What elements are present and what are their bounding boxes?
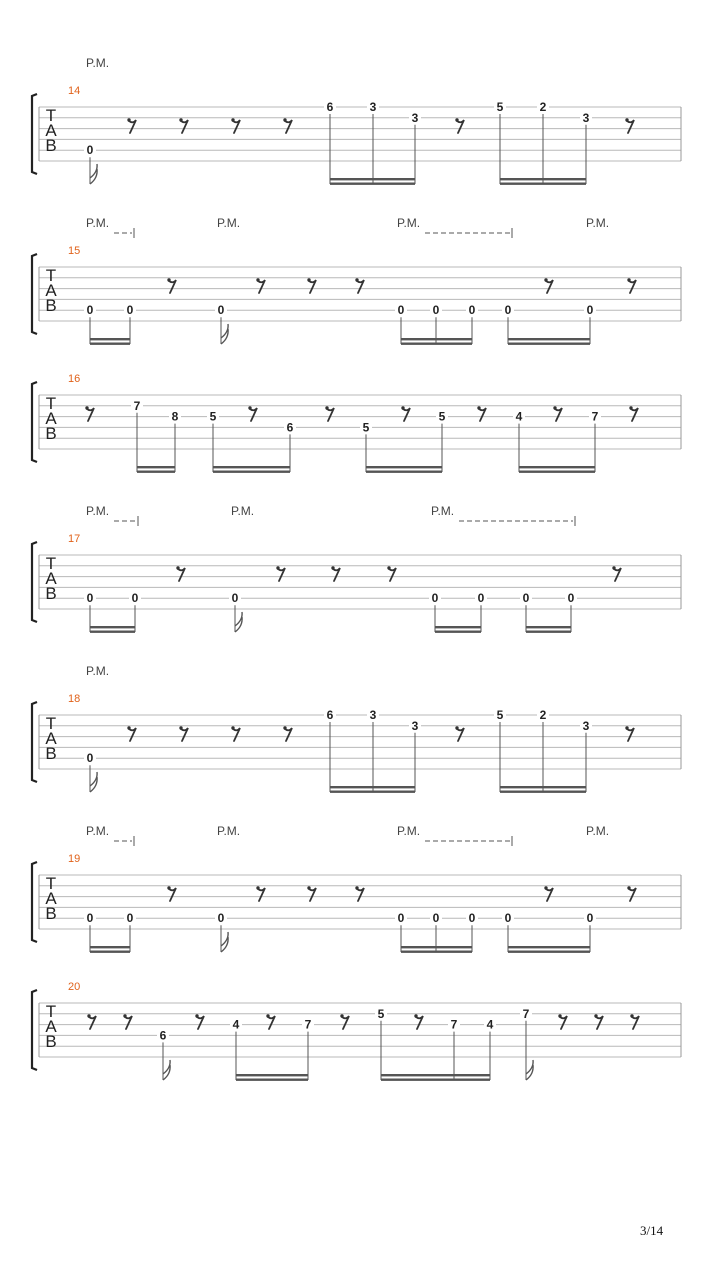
note-beam	[508, 946, 590, 948]
note-beam	[435, 631, 481, 633]
fret-number: 3	[411, 718, 419, 733]
fret-number: 5	[438, 409, 446, 424]
note-beam	[90, 631, 135, 633]
rest-dot	[594, 1014, 597, 1017]
tab-system	[32, 216, 681, 345]
rest-dot	[477, 406, 480, 409]
rest-dot	[355, 886, 358, 889]
rest-dot	[87, 1014, 90, 1017]
note-beam	[90, 951, 130, 953]
rest-glyph	[285, 120, 292, 133]
note-beam	[137, 466, 175, 468]
palm-mute-label: P.M.	[86, 664, 110, 678]
fret-number: 0	[231, 591, 239, 606]
tab-clef-letter: T	[45, 394, 57, 413]
tab-system	[32, 504, 681, 633]
rest-dot	[544, 886, 547, 889]
rest-glyph	[258, 280, 265, 293]
tab-system	[32, 664, 681, 793]
note-beam	[401, 343, 472, 345]
palm-mute-label: P.M.	[86, 216, 110, 230]
fret-number: 7	[522, 1006, 530, 1021]
rest-dot	[558, 1014, 561, 1017]
rest-glyph	[309, 888, 316, 901]
rest-dot	[627, 886, 630, 889]
palm-mute-label: P.M.	[586, 824, 610, 838]
tab-clef-letter: A	[45, 889, 57, 908]
tab-clef-letter: B	[45, 904, 57, 923]
palm-mute-label: P.M.	[217, 216, 241, 230]
rest-glyph	[629, 280, 636, 293]
rest-glyph	[233, 728, 240, 741]
rest-dot	[629, 406, 632, 409]
rest-dot	[630, 1014, 633, 1017]
fret-number: 5	[496, 708, 504, 722]
tab-clef-letter: A	[45, 121, 57, 140]
note-beam	[90, 338, 130, 340]
fret-number: 5	[377, 1006, 385, 1021]
rest-dot	[544, 278, 547, 281]
rest-glyph	[555, 408, 562, 421]
fret-number: 0	[131, 591, 139, 606]
rest-dot	[283, 118, 286, 121]
rest-glyph	[178, 568, 185, 581]
tab-clef-letter: T	[45, 714, 57, 733]
fret-number: 7	[133, 398, 141, 413]
rest-dot	[553, 406, 556, 409]
system-bracket	[32, 254, 37, 334]
rest-dot	[256, 278, 259, 281]
rest-dot	[627, 278, 630, 281]
tab-clef-letter: B	[45, 744, 57, 763]
rest-glyph	[560, 1016, 567, 1029]
rest-glyph	[342, 1016, 349, 1029]
fret-number: 0	[432, 303, 440, 318]
fret-number: 4	[232, 1017, 240, 1032]
note-beam	[381, 1074, 490, 1076]
tab-system	[32, 56, 681, 185]
rest-dot	[625, 118, 628, 121]
rest-glyph	[627, 120, 634, 133]
fret-number: 0	[217, 303, 225, 318]
system-bracket	[32, 542, 37, 622]
fret-number: 2	[539, 100, 547, 114]
rest-dot	[127, 726, 130, 729]
rest-glyph	[278, 568, 285, 581]
note-beam	[330, 183, 415, 185]
rest-glyph	[631, 408, 638, 421]
note-beam	[519, 471, 595, 473]
palm-mute-label: P.M.	[397, 216, 421, 230]
note-beam	[137, 471, 175, 473]
fret-number: 0	[432, 911, 440, 926]
fret-number: 0	[86, 143, 94, 158]
note-beam	[213, 466, 290, 468]
rest-glyph	[309, 280, 316, 293]
tab-system	[32, 824, 681, 953]
rest-glyph	[546, 888, 553, 901]
rest-dot	[625, 726, 628, 729]
fret-number: 7	[304, 1017, 312, 1032]
fret-number: 5	[496, 100, 504, 114]
note-beam	[330, 791, 415, 793]
rest-dot	[231, 726, 234, 729]
fret-number: 0	[468, 911, 476, 926]
rest-dot	[401, 406, 404, 409]
tab-system	[32, 373, 681, 473]
note-beam	[330, 178, 415, 180]
note-beam	[90, 626, 135, 628]
fret-number: 0	[522, 591, 530, 606]
rest-dot	[179, 118, 182, 121]
note-beam	[330, 786, 415, 788]
note-beam	[236, 1079, 308, 1081]
rest-glyph	[457, 120, 464, 133]
rest-glyph	[389, 568, 396, 581]
rest-dot	[167, 278, 170, 281]
rest-glyph	[327, 408, 334, 421]
rest-glyph	[169, 280, 176, 293]
tab-clef-letter: B	[45, 424, 57, 443]
fret-number: 6	[159, 1028, 167, 1043]
tab-clef-letter: A	[45, 281, 57, 300]
rest-dot	[414, 1014, 417, 1017]
rest-dot	[176, 566, 179, 569]
rest-glyph	[197, 1016, 204, 1029]
rest-glyph	[87, 408, 94, 421]
rest-dot	[283, 726, 286, 729]
note-beam	[508, 951, 590, 953]
note-beam	[401, 951, 472, 953]
note-beam	[90, 343, 130, 345]
rest-glyph	[129, 120, 136, 133]
fret-number: 6	[326, 100, 334, 114]
note-beam	[90, 946, 130, 948]
rest-dot	[387, 566, 390, 569]
measure-number: 17	[68, 533, 81, 545]
rest-dot	[123, 1014, 126, 1017]
note-beam	[381, 1079, 490, 1081]
tab-clef-letter: B	[45, 296, 57, 315]
fret-number: 0	[504, 303, 512, 318]
rest-glyph	[596, 1016, 603, 1029]
rest-dot	[612, 566, 615, 569]
fret-number: 4	[515, 409, 523, 424]
note-beam	[519, 466, 595, 468]
palm-mute-label: P.M.	[586, 216, 610, 230]
fret-number: 0	[586, 303, 594, 318]
fret-number: 0	[468, 303, 476, 318]
fret-number: 5	[362, 420, 370, 435]
palm-mute-label: P.M.	[231, 504, 255, 518]
rest-glyph	[632, 1016, 639, 1029]
palm-mute-label: P.M.	[86, 56, 110, 70]
palm-mute-label: P.M.	[217, 824, 241, 838]
fret-number: 6	[326, 708, 334, 722]
palm-mute-label: P.M.	[431, 504, 455, 518]
tab-clef-letter: B	[45, 1032, 57, 1051]
tab-clef-letter: A	[45, 729, 57, 748]
rest-glyph	[233, 120, 240, 133]
note-beam	[508, 338, 590, 340]
system-bracket	[32, 94, 37, 174]
note-beam	[500, 178, 586, 180]
rest-dot	[266, 1014, 269, 1017]
rest-glyph	[357, 280, 364, 293]
rest-dot	[355, 278, 358, 281]
tab-clef-letter: T	[45, 874, 57, 893]
rest-glyph	[629, 888, 636, 901]
system-bracket	[32, 382, 37, 462]
fret-number: 3	[411, 110, 419, 125]
measure-number: 19	[68, 853, 81, 865]
rest-glyph	[403, 408, 410, 421]
rest-glyph	[546, 280, 553, 293]
rest-dot	[179, 726, 182, 729]
tab-clef-letter: B	[45, 584, 57, 603]
fret-number: 6	[286, 420, 294, 435]
fret-number: 0	[567, 591, 575, 606]
tab-clef-letter: A	[45, 569, 57, 588]
page-number: 3/14	[640, 1223, 664, 1238]
fret-number: 0	[86, 751, 94, 766]
rest-glyph	[89, 1016, 96, 1029]
note-beam	[366, 471, 442, 473]
rest-glyph	[614, 568, 621, 581]
measure-number: 18	[68, 693, 81, 705]
note-beam	[213, 471, 290, 473]
fret-number: 4	[486, 1017, 494, 1032]
rest-dot	[340, 1014, 343, 1017]
tab-clef-letter: A	[45, 409, 57, 428]
fret-number: 2	[539, 708, 547, 722]
measure-number: 15	[68, 245, 81, 257]
fret-number: 7	[450, 1017, 458, 1032]
tab-system	[32, 981, 681, 1081]
fret-number: 0	[86, 911, 94, 926]
system-bracket	[32, 862, 37, 942]
fret-number: 0	[586, 911, 594, 926]
fret-number: 0	[504, 911, 512, 926]
note-beam	[500, 791, 586, 793]
fret-number: 0	[397, 303, 405, 318]
fret-number: 8	[171, 409, 179, 424]
tab-clef-letter: B	[45, 136, 57, 155]
palm-mute-label: P.M.	[86, 824, 110, 838]
rest-dot	[85, 406, 88, 409]
rest-dot	[276, 566, 279, 569]
fret-number: 0	[217, 911, 225, 926]
palm-mute-label: P.M.	[86, 504, 110, 518]
fret-number: 3	[369, 708, 377, 722]
rest-glyph	[169, 888, 176, 901]
note-beam	[526, 631, 571, 633]
rest-dot	[331, 566, 334, 569]
note-beam	[401, 338, 472, 340]
fret-number: 0	[126, 911, 134, 926]
fret-number: 0	[397, 911, 405, 926]
fret-number: 0	[86, 591, 94, 606]
palm-mute-label: P.M.	[397, 824, 421, 838]
note-beam	[508, 343, 590, 345]
rest-glyph	[333, 568, 340, 581]
fret-number: 7	[591, 409, 599, 424]
rest-glyph	[357, 888, 364, 901]
rest-glyph	[250, 408, 257, 421]
measure-number: 16	[68, 373, 81, 385]
note-beam	[401, 946, 472, 948]
fret-number: 5	[209, 409, 217, 424]
rest-dot	[325, 406, 328, 409]
rest-dot	[256, 886, 259, 889]
rest-glyph	[479, 408, 486, 421]
fret-number: 0	[477, 591, 485, 606]
rest-glyph	[125, 1016, 132, 1029]
note-beam	[366, 466, 442, 468]
rest-dot	[167, 886, 170, 889]
rest-dot	[231, 118, 234, 121]
fret-number: 0	[126, 303, 134, 318]
fret-number: 0	[431, 591, 439, 606]
tab-clef-letter: T	[45, 1002, 57, 1021]
rest-glyph	[457, 728, 464, 741]
rest-glyph	[258, 888, 265, 901]
note-beam	[500, 786, 586, 788]
rest-dot	[455, 726, 458, 729]
note-beam	[236, 1074, 308, 1076]
rest-glyph	[416, 1016, 423, 1029]
rest-dot	[455, 118, 458, 121]
tab-clef-letter: T	[45, 106, 57, 125]
rest-glyph	[181, 120, 188, 133]
note-beam	[526, 626, 571, 628]
rest-dot	[307, 886, 310, 889]
measure-number: 20	[68, 981, 81, 993]
note-beam	[500, 183, 586, 185]
system-bracket	[32, 702, 37, 782]
fret-number: 3	[582, 718, 590, 733]
rest-glyph	[268, 1016, 275, 1029]
rest-glyph	[285, 728, 292, 741]
rest-dot	[248, 406, 251, 409]
tab-clef-letter: T	[45, 554, 57, 573]
tab-clef-letter: T	[45, 266, 57, 285]
fret-number: 3	[582, 110, 590, 125]
fret-number: 0	[86, 303, 94, 318]
rest-dot	[195, 1014, 198, 1017]
rest-glyph	[129, 728, 136, 741]
rest-dot	[307, 278, 310, 281]
tab-clef-letter: A	[45, 1017, 57, 1036]
rest-dot	[127, 118, 130, 121]
system-bracket	[32, 990, 37, 1070]
measure-number: 14	[68, 85, 81, 97]
rest-glyph	[181, 728, 188, 741]
fret-number: 3	[369, 100, 377, 114]
note-beam	[435, 626, 481, 628]
rest-glyph	[627, 728, 634, 741]
